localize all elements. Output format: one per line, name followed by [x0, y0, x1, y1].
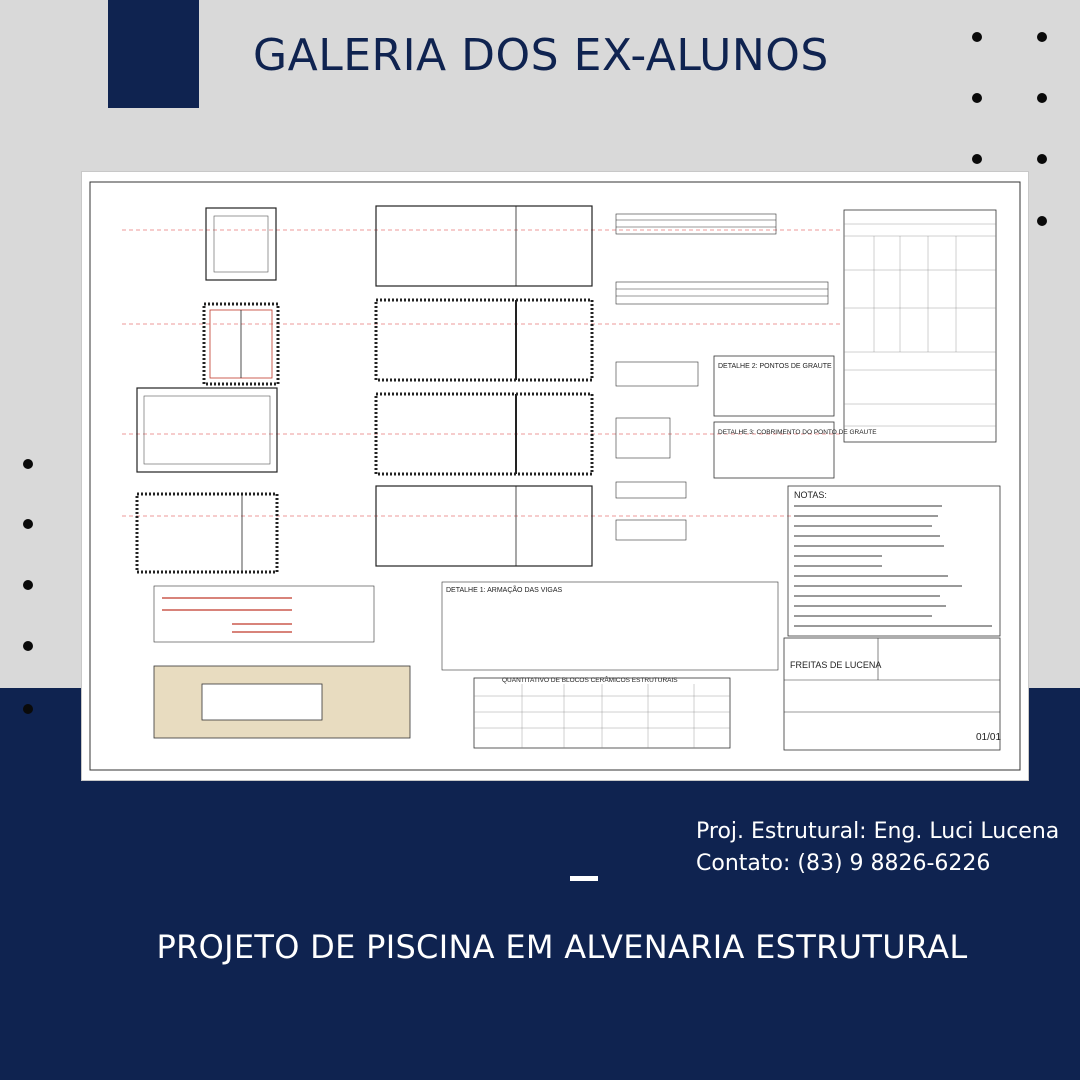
decorative-dot [23, 641, 33, 651]
decorative-dot [1037, 216, 1047, 226]
decorative-dot [23, 519, 33, 529]
page-title: GALERIA DOS EX-ALUNOS [253, 30, 829, 81]
stamp-brand: FREITAS DE LUCENA [790, 660, 882, 670]
decorative-dot [1037, 32, 1047, 42]
technical-drawing [82, 172, 1028, 780]
decorative-dot [972, 32, 982, 42]
decorative-dot [23, 580, 33, 590]
detail-beams-label: DETALHE 1: ARMAÇÃO DAS VIGAS [446, 587, 563, 594]
divider-dash [570, 876, 598, 881]
project-subtitle: PROJETO DE PISCINA EM ALVENARIA ESTRUTURAL [156, 928, 968, 966]
detail-grout-points-label: DETALHE 2: PONTOS DE GRAUTE [718, 363, 832, 370]
notes-title: NOTAS: [794, 490, 827, 500]
decorative-dot [1037, 154, 1047, 164]
decorative-dot [972, 93, 982, 103]
decorative-dot [23, 459, 33, 469]
contact-info: Contato: (83) 9 8826-6226 [696, 851, 991, 876]
detail-grout-cover-label: DETALHE 3: COBRIMENTO DO PONTO DE GRAUTE [718, 429, 877, 436]
blocks-table-title: QUANTITATIVO DE BLOCOS CERÂMICOS ESTRUTURAIS [502, 677, 678, 684]
corner-accent-square [108, 0, 199, 108]
designer-credit: Proj. Estrutural: Eng. Luci Lucena [696, 819, 1060, 844]
decorative-dot [972, 154, 982, 164]
decorative-dot [1037, 93, 1047, 103]
decorative-dot [23, 704, 33, 714]
sheet-number: 01/01 [976, 732, 1002, 743]
credits-block [696, 816, 1059, 880]
